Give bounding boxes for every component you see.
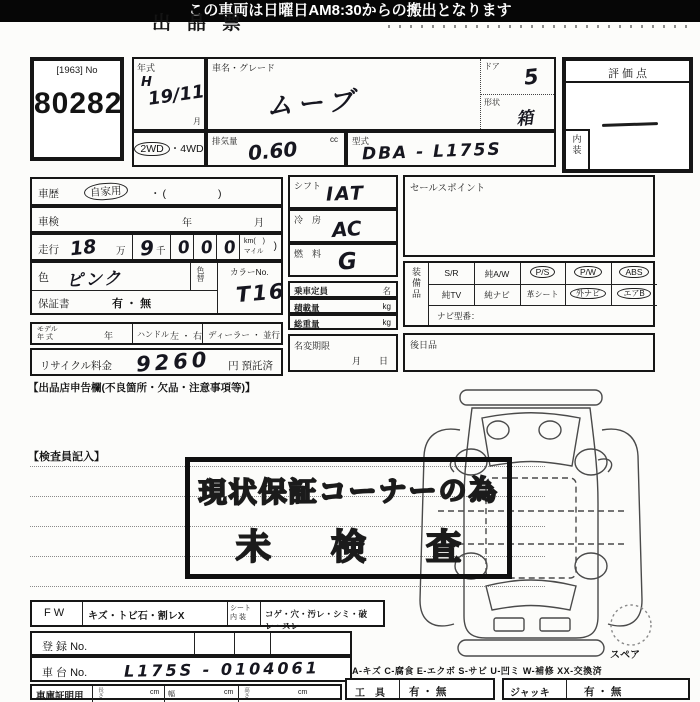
fw-text: キズ・トビ石・割レX [88,611,185,622]
shape-label: 形状 [484,98,500,107]
lot-box [30,57,124,161]
capacity-label: 乗車定員 [294,286,329,296]
door-value: 5 [522,64,540,90]
warranty-label: 保証書 [38,298,70,310]
tool-label: 工 具 [355,688,385,699]
equip-ps: P/S [530,266,556,278]
score-title: 評 価 点 [566,61,689,83]
equip-leather: 革シート [526,290,559,299]
length-label: 長さ [97,687,103,698]
navi-model-label: ナビ型番： [437,311,480,321]
shift-value: IAT [325,182,366,206]
mile-label: マイル [244,248,264,255]
year-value: 19/11 [146,81,206,110]
drive-4wd: ・4WD [169,143,204,155]
shaken-month: 月 [254,218,264,229]
sheet-title-clipped: 出品票 [152,13,258,34]
digit3: 0 [222,237,238,259]
drive-box [132,131,206,167]
modelyear-year: 年 [104,331,114,341]
shift-box [288,175,398,209]
later-items-label: 後日品 [410,340,438,350]
later-items-box [403,333,655,372]
name-value: ムーブ [265,85,361,123]
modelyear-label-1: モデル [37,326,58,333]
colorno-value: T16 [235,278,287,308]
name-box [206,57,556,131]
digit1: 0 [176,237,192,259]
mileage-man-value: 18 [68,235,98,261]
cm-3: cm [298,689,308,696]
stamp-line2: 未 検 査 [235,528,486,568]
cc-box [206,131,346,167]
namechange-box [288,334,398,372]
handle-label: ハンドル [137,330,169,339]
equipment-label: 装備品 [411,267,421,300]
salespoint-label: セールスポイント [410,183,486,194]
capacity-unit: 名 [382,286,391,296]
year-box [132,57,206,131]
cm-2: cm [224,689,234,696]
registration-label: 登 録 No. [42,641,88,653]
modelyear-row [30,322,283,345]
tool-box [345,678,495,700]
mileage-sen-value: 9 [139,235,155,261]
shaken-row [30,206,283,233]
fuel-box [288,243,398,277]
year-label: 年式 [137,63,156,73]
spare-label: スペア [610,650,640,661]
digit2: 0 [199,237,215,259]
score-dash-mark [602,122,658,127]
month-suffix: 月 [193,117,201,126]
uninspected-stamp [185,457,512,579]
cm-1: cm [150,689,160,696]
color-warranty-block [30,261,287,315]
handle-value: 左 ・ 右 [170,331,203,341]
cc-label: 排気量 [212,136,238,146]
equip-extnavi: 外ナビ [570,288,606,299]
stamp-line1: 現状保証コーナーの為 [198,473,499,510]
equip-pw: P/W [574,266,602,278]
shaken-label: 車検 [38,216,59,228]
equip-tv: 純TV [441,290,462,300]
load-label: 積載量 [294,303,320,313]
seat-label-2: 内 装 [230,614,246,621]
recycle-value: 9260 [135,347,212,377]
recycle-unit: 円 預託済 [228,360,273,372]
mileage-row: 走行 18 万 9 千 0 0 0 km( ) マイル ) [30,233,283,261]
lot-tag: [1963] No [56,65,98,76]
shape-divider [480,94,554,95]
tool-value: 有 ・ 無 [409,686,447,698]
namechange-units: 月 日 [351,356,388,366]
mileage-label: 走行 [38,244,59,256]
seat-label-1: シート [230,605,251,612]
registration-row [30,631,352,656]
equip-sr: S/R [444,268,459,278]
seat-text: コゲ・穴・汚レ・シミ・破レ・スレ [265,609,368,631]
warranty-value: 有 ・ 無 [112,298,152,310]
inspector-label: 【検査員記入】 [28,451,105,463]
color-value: ピンク [65,268,124,292]
history-value-circled: 自家用 [83,182,128,202]
lot-number: 80282 [34,87,123,120]
scan-noise [388,25,688,28]
ac-label: 冷 房 [294,215,322,225]
history-row [30,177,283,206]
shift-label: シフト [294,181,322,191]
width-label: 幅 [168,691,175,698]
height-label: 高さ [243,687,249,698]
chassis-label: 車 台 No. [42,667,88,679]
name-label: 車名・グレード [212,63,276,73]
salespoint-box [403,175,655,257]
modelyear-label-2: 年 式 [37,334,53,341]
fuel-label: 燃 料 [294,249,322,259]
recycle-label: リサイクル料金 [40,360,113,372]
sen-label: 千 [156,246,166,257]
declare-label: 【出品店申告欄(不良箇所・欠品・注意事項等)】 [28,382,256,394]
color-label: 色 [38,272,49,284]
equip-abs: ABS [619,266,648,278]
equipment-box [403,261,655,327]
damage-legend: A-キズ C-腐食 E-エクボ S-サビ U-凹ミ W-補修 XX-交換済 [352,666,603,676]
load-unit: kg [382,302,391,311]
namechange-label: 名変期限 [294,341,331,351]
equip-navi: 純ナビ [484,290,510,300]
garage-row [30,684,342,700]
weight-unit: kg [382,318,391,327]
fuel-value: G [337,248,358,276]
shape-value: 箱 [515,108,535,130]
cc-unit: cc [330,135,338,144]
cc-value: 0.60 [247,136,299,166]
ac-box [288,209,398,243]
man-label: 万 [116,246,126,257]
chassis-value: L175S - 0104061 [123,658,320,681]
load-row [288,298,398,314]
weight-row [288,314,398,330]
year-era-value: H [141,75,152,90]
km-label: km( ) [244,238,265,245]
score-box [562,57,693,173]
jack-value: 有 ・ 無 [584,686,622,698]
history-paren: ・( ) [150,188,224,200]
equip-aw: 純A/W [484,269,510,279]
colorno-label: カラーNo. [230,267,269,277]
door-label: ドア [484,62,500,71]
jack-box [502,678,690,700]
pickup-banner: この車両は日曜日AM8:30からの搬出となります [0,0,700,22]
model-box [346,131,556,167]
fw-label: F W [44,607,65,619]
interior-label: 内装 [571,134,582,156]
chassis-row [30,656,352,682]
history-label: 車歴 [38,188,59,200]
model-value: DBA - L175S [361,139,502,165]
equip-airbag: エアB [617,288,650,299]
fw-row [30,600,385,631]
capacity-row [288,281,398,298]
garage-label: 車庫証明用 [36,691,84,702]
colorchg-label: 色替 [196,266,205,282]
recycle-row [30,348,283,376]
drive-2wd-circled: 2WD [134,142,169,156]
ac-value: AC [331,215,363,243]
model-label: 型式 [352,136,370,146]
dealer-label: ディーラー ・ 並行 [208,330,281,340]
jack-label: ジャッキ [510,688,550,699]
weight-label: 総重量 [294,319,320,329]
shaken-year: 年 [182,218,192,229]
